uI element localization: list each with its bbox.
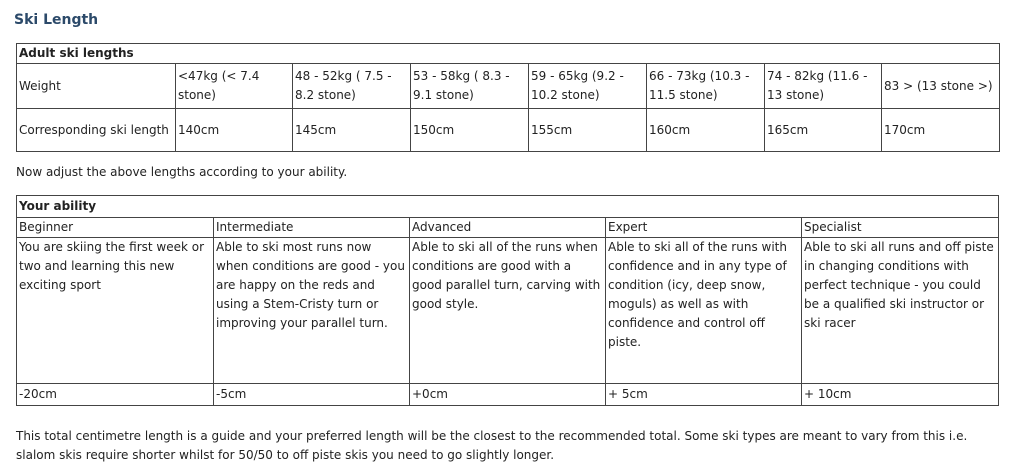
weight-cell: 48 - 52kg ( 7.5 - 8.2 stone) xyxy=(293,64,411,109)
ski-length-cell: 170cm xyxy=(882,109,1000,152)
ability-level: Intermediate xyxy=(214,218,410,238)
ski-length-cell: 140cm xyxy=(176,109,293,152)
length-adjustment: + 5cm xyxy=(606,384,802,406)
ability-description: You are skiing the first week or two and learning this new exciting sport xyxy=(17,238,214,384)
weight-cell: 53 - 58kg ( 8.3 - 9.1 stone) xyxy=(411,64,529,109)
length-adjustment: + 10cm xyxy=(802,384,999,406)
weight-cell: 74 - 82kg (11.6 - 13 stone) xyxy=(765,64,882,109)
page-title: Ski Length xyxy=(14,12,99,28)
adult-ski-lengths-caption: Adult ski lengths xyxy=(17,44,1000,64)
ability-description: Able to ski all runs and off piste in changing conditions with perfect technique - you could be a qualified ski instructor or ski racer xyxy=(802,238,999,384)
weight-cell: <47kg (< 7.4 stone) xyxy=(176,64,293,109)
ski-length-row-label: Corresponding ski length xyxy=(17,109,176,152)
ability-description: Able to ski all of the runs with confidence and in any type of condition (icy, deep snow, moguls) as well as with confidence and control off piste. xyxy=(606,238,802,384)
ski-length-cell: 160cm xyxy=(647,109,765,152)
weight-cell: 83 > (13 stone >) xyxy=(882,64,1000,109)
weight-row-label: Weight xyxy=(17,64,176,109)
ski-length-cell: 145cm xyxy=(293,109,411,152)
adjust-note: Now adjust the above lengths according to your ability. xyxy=(16,165,348,179)
your-ability-table xyxy=(16,195,999,406)
length-adjustment: -5cm xyxy=(214,384,410,406)
guide-note: This total centimetre length is a guide and your preferred length will be the closest to the recommended total. Some ski types are meant to vary from this i.e. slalom skis require shorter whilst for 50/50 to off piste skis you need to go slightly longer. xyxy=(16,429,968,462)
ability-level: Beginner xyxy=(17,218,214,238)
ability-level: Specialist xyxy=(802,218,999,238)
ability-description: Able to ski most runs now when conditions are good - you are happy on the reds and using a Stem-Cristy turn or improving your parallel turn. xyxy=(214,238,410,384)
ability-level: Expert xyxy=(606,218,802,238)
ski-length-cell: 155cm xyxy=(529,109,647,152)
adult-ski-lengths-table xyxy=(16,43,1000,152)
your-ability-caption: Your ability xyxy=(17,196,999,218)
weight-cell: 59 - 65kg (9.2 - 10.2 stone) xyxy=(529,64,647,109)
ability-level: Advanced xyxy=(410,218,606,238)
ability-description: Able to ski all of the runs when conditions are good with a good parallel turn, carving with good style. xyxy=(410,238,606,384)
length-adjustment: -20cm xyxy=(17,384,214,406)
ski-length-cell: 165cm xyxy=(765,109,882,152)
weight-cell: 66 - 73kg (10.3 - 11.5 stone) xyxy=(647,64,765,109)
ski-length-cell: 150cm xyxy=(411,109,529,152)
length-adjustment: +0cm xyxy=(410,384,606,406)
